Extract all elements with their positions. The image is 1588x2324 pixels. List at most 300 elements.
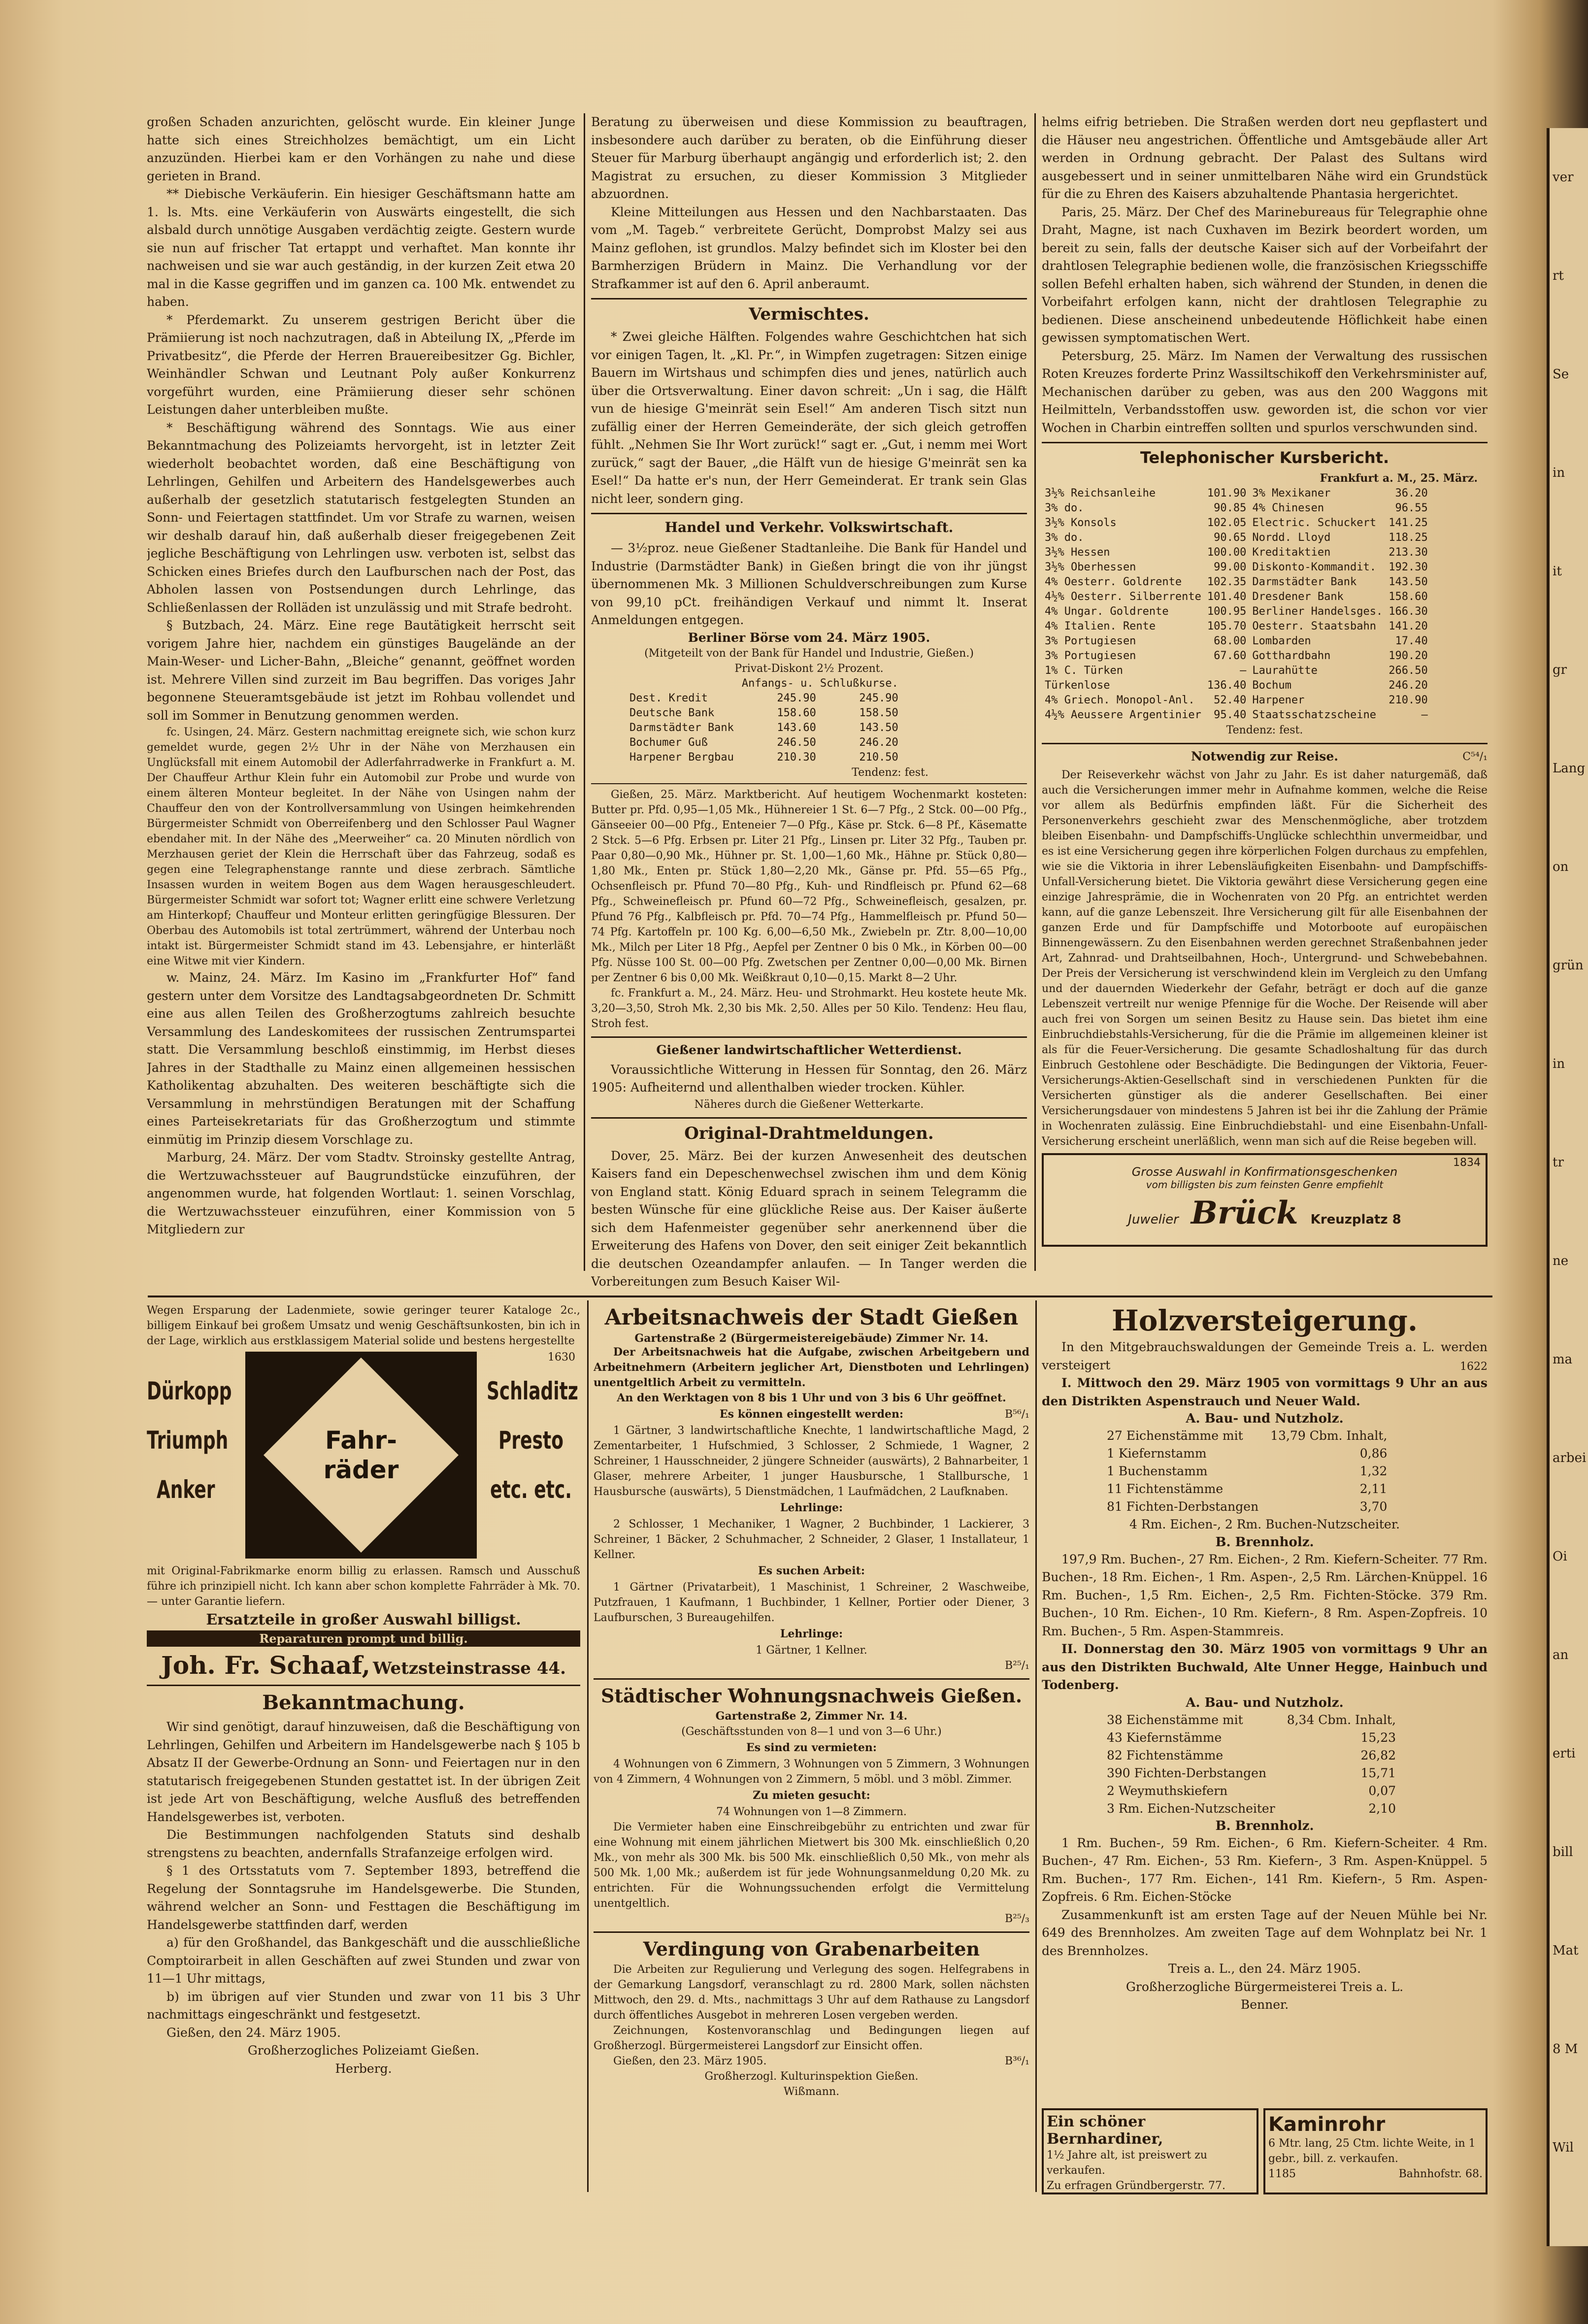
rad-brands-right xyxy=(487,1366,578,1514)
hv2-sig-name: Benner. xyxy=(1240,1997,1289,2012)
hv2-row-cell: 2,10 xyxy=(1368,1801,1396,1816)
an-para-5: 1 Gärtner (Privatarbeit), 1 Maschinist, 1 Schreiner, 2 Waschweibe, Putzfrauen, 1 Kaufmann, 1 Buchbinder, 1 Kellner, Portier oder Diener, 3 Laufburschen, 3 Bureaugehilfen. xyxy=(594,1581,1029,1624)
kurs-row-cell: Dresdener Bank xyxy=(1252,591,1344,603)
brand-etc: etc. etc. xyxy=(490,1475,572,1504)
hv2-number: 1622 xyxy=(1460,1361,1488,1373)
article-horse-market: * Pferdemarkt. Zu unserem gestrigen Bericht über die Prämiierung ist noch nachzutragen, daß in Abteilung IX, „Pferde im Privatbesitz“, die Pferde der Herren Brauereibesitzer Gg. Bichler, Weinhändler Schwan und Leutnant Poly außer Konkurrenz vorgeführt wurden, eine Prämiierung dieser sehr schönen Leistungen daher unterbleiben mußte. xyxy=(147,312,575,417)
edge-fragment: ver xyxy=(1553,170,1574,185)
kurs-row-cell: Oesterr. Staatsbahn xyxy=(1252,620,1377,632)
kurs-row-cell: 52.40 xyxy=(1214,694,1247,706)
an-heading-3: Es suchen Arbeit: xyxy=(758,1564,865,1577)
edge-fragment: Oi xyxy=(1553,1549,1567,1564)
kurs-row xyxy=(1042,531,1431,545)
bern-text: 1½ Jahre alt, ist preiswert zu verkaufen. xyxy=(1047,2149,1207,2177)
hv2-heading-a: A. Bau- und Nutzholz. xyxy=(1186,1411,1344,1426)
kurs-row-cell: Diskonto-Kommandit. xyxy=(1252,561,1377,573)
rad-brands-left xyxy=(147,1366,232,1514)
kurs-subtitle: Frankfurt a. M., 25. März. xyxy=(1320,472,1478,485)
vg-sig-office: Großherzogl. Kulturinspektion Gießen. xyxy=(704,2070,919,2083)
holzversteigerung-title: Holzversteigerung. xyxy=(1111,1304,1418,1337)
hv2-heading-b2: B. Brennholz. xyxy=(1215,1818,1314,1833)
kurs-row xyxy=(1042,708,1431,723)
boerse-row-cell: 246.20 xyxy=(859,736,898,749)
hv2-row-cell: 81 Fichten-Derbstangen xyxy=(1107,1499,1259,1514)
kurs-row-cell: 36.20 xyxy=(1395,487,1428,499)
rad-reparaturen: Reparaturen prompt und billig. xyxy=(147,1630,580,1647)
hv2-row xyxy=(1101,1445,1393,1462)
kurs-table xyxy=(1042,486,1431,723)
an-hours: An den Werktagen von 8 bis 1 Uhr und von 3 bis 6 Uhr geöffnet. xyxy=(617,1392,1006,1404)
kurs-row-cell: 1% C. Türken xyxy=(1045,664,1123,677)
kurs-row-cell: 17.40 xyxy=(1395,635,1428,647)
hv2-row-cell: 0,07 xyxy=(1368,1783,1396,1798)
hv2-row xyxy=(1101,1747,1402,1764)
boerse-diskont: Privat-Diskont 2½ Prozent. xyxy=(734,662,884,675)
rad-ersatzteile: Ersatzteile in großer Auswahl billigst. xyxy=(206,1611,521,1628)
hv2-row xyxy=(1101,1480,1393,1498)
brueck-number: 1834 xyxy=(1453,1157,1481,1169)
kurs-row-cell: 118.25 xyxy=(1389,531,1428,544)
ads-separator xyxy=(148,1295,1492,1297)
kurs-row-cell: 90.85 xyxy=(1214,502,1247,514)
hv2-row xyxy=(1101,1800,1402,1818)
kurs-row-cell: 4% Ungar. Goldrente xyxy=(1045,605,1169,618)
boerse-row-cell: Harpener Bergbau xyxy=(629,751,734,764)
article-dover: Dover, 25. März. Bei der kurzen Anwesenheit des deutschen Kaisers fand ein Depeschenwechsel zwischen ihm und dem König von England statt. König Eduard sprach in seinem Telegramm die besten Wünsche für eine glückliche Reise aus. Der Kaiser äußerte sich dem Hafenmeister gegenüber sehr anerkennend über die Erweiterung des Hafens von Dover, den seit einiger Zeit bekanntlich die deutschen Ozeandampfer anlaufen. — In Tanger werden die Vorbereitungen zum Besuch Kaiser Wil- xyxy=(591,1148,1027,1289)
column-rule-1 xyxy=(584,113,585,1271)
hv2-row-cell: 0,86 xyxy=(1359,1446,1388,1461)
kurs-row-cell: 105.70 xyxy=(1207,620,1247,632)
kurs-title: Telephonischer Kursbericht. xyxy=(1140,448,1390,467)
kurs-tendenz: Tendenz: fest. xyxy=(1226,724,1303,736)
kurs-row-cell: 100.95 xyxy=(1207,605,1247,618)
kurs-row-cell: 3½% Hessen xyxy=(1045,546,1110,559)
an-mark-2: B²⁵/₁ xyxy=(1004,1660,1029,1672)
kurs-row-cell: 3% Portugiesen xyxy=(1045,650,1136,662)
arbeitsnachweis-title: Arbeitsnachweis der Stadt Gießen xyxy=(604,1305,1019,1330)
brand-duerkopp: Dürkopp xyxy=(147,1377,232,1405)
hv2-row-cell: 390 Fichten-Derbstangen xyxy=(1107,1765,1267,1780)
article-butzbach: § Butzbach, 24. März. Eine rege Bautätigkeit herrscht seit vorigem Jahre hier, nachdem ein günstiges Baugelände an der Main-Weser- und Licher-Bahn, „Bleiche“ genannt, geöffnet worden ist. Mehrere Villen sind zurzeit im Bau begriffen. Das voriges Jahr begonnene Steueramtsgebäude ist jetzt im Rohbau vollendet und soll im Sommer in Benutzung genommen werden. xyxy=(147,618,575,723)
wn-para-3: Die Vermieter haben eine Einschreibgebühr zu entrichten und zwar für eine Wohnung mit einem jährlichen Mietwert bis 300 Mk. einschließlich 0,20 Mk., von mehr als 300 Mk. bis 500 Mk. einschließlich 0,50 Mk., von mehr als 500 Mk. 1,00 Mk.; außerdem ist für jede Wohnungsanmeldung 0,20 Mk. zu entrichten. Für die Wohnungssuchenden erfolgt die Vermittelung unentgeltlich. xyxy=(594,1821,1029,1910)
edge-fragment: ne xyxy=(1553,1254,1569,1268)
rule xyxy=(1042,442,1488,443)
kurs-row-cell: 68.00 xyxy=(1214,635,1247,647)
rule xyxy=(591,1036,1027,1038)
hv2-row-cell: 38 Eichenstämme mit xyxy=(1107,1712,1243,1727)
hv2-row-cell: 27 Eichenstämme mit xyxy=(1107,1428,1243,1443)
brueck-ad xyxy=(1042,1153,1488,1247)
hv2-para-1: In den Mitgebrauchswaldungen der Gemeinde Treis a. L. werden versteigert xyxy=(1042,1340,1488,1372)
rule xyxy=(147,1685,580,1686)
kurs-row-cell: 102.35 xyxy=(1207,576,1247,588)
hv2-row xyxy=(1101,1462,1393,1480)
vg-para-1: Die Arbeiten zur Regulierung und Verlegung des sogen. Helfegrabens in der Gemarkung Langsdorf, veranschlagt zu rd. 2800 Mark, sollen nächsten Mittwoch, den 29. d. Mts., nachmittags 3 Uhr auf dem Rathause zu Langsdorf durch öffentliches Ausgebot in mehreren Losen vergeben werden. xyxy=(594,1963,1029,2022)
kurs-row-cell: 4% Oesterr. Goldrente xyxy=(1045,576,1182,588)
kurs-row-cell: Türkenlose xyxy=(1045,679,1110,692)
boerse-row-cell: 246.50 xyxy=(777,736,816,749)
kaminrohr-ad xyxy=(1263,2108,1488,2194)
ads-rule-2 xyxy=(1035,1300,1037,2192)
kurs-row-cell: 3% Portugiesen xyxy=(1045,635,1136,647)
bern-title: Ein schöner Bernhardiner, xyxy=(1047,2113,1163,2148)
kurs-row xyxy=(1042,664,1431,678)
bek-para-1: Wir sind genötigt, darauf hinzuweisen, daß die Beschäftigung von Lehrlingen, Gehilfen und Arbeitern im Handelsgewerbe nach § 105 b Absatz II der Gewerbe-Ordnung an Sonn- und Feiertagen nur in den statutarisch freigegebenen Stunden gestattet ist. In der übrigen Zeit ist jede Art von Beschäftigung, welche Ausfluß des betreffenden Handelsgewerbes ist, verboten. xyxy=(147,1720,580,1824)
article-marburg: Marburg, 24. März. Der vom Stadtv. Stroinsky gestellte Antrag, die Wertzuwachssteuer auf Baugrundstücke einzuführen, der angenommen wurde, hat folgenden Wortlaut: 1. seinen Vorschlag, die Wertzuwachssteuer einzuführen, einer Kommission von 5 Mitgliedern zur xyxy=(147,1150,575,1236)
kurs-row xyxy=(1042,634,1431,649)
brueck-line2: vom billigsten bis zum feinsten Genre empfiehlt xyxy=(1146,1179,1384,1191)
article-tanger-cont: helms eifrig betrieben. Die Straßen werden dort neu gepflastert und die Häuser neu angestrichen. Öffentliche und Amtsgebäude aller Art werden in Ordnung gebracht. Der Palast des Sultans wird ausgebessert und in seiner unmittelbaren Nähe wird ein Grundstück für die zu Ehren des Kaisers abzuhaltende Phantasia hergerichtet. xyxy=(1042,115,1488,201)
edge-fragment: Wil xyxy=(1553,2140,1574,2155)
ads-column-1 xyxy=(147,1303,580,2199)
ads-column-2 xyxy=(594,1303,1029,2199)
edge-fragment: gr xyxy=(1553,663,1567,677)
hv2-row-cell: 13,79 Cbm. Inhalt, xyxy=(1270,1428,1388,1443)
edge-fragment: in xyxy=(1553,1057,1565,1071)
hv2-sig-office: Großherzogliche Bürgermeisterei Treis a. L. xyxy=(1125,1979,1404,1994)
an-mark-1: B⁵⁶/₁ xyxy=(1004,1408,1029,1421)
article-usingen: fc. Usingen, 24. März. Gestern nachmittag ereignete sich, wie schon kurz gemeldet wurde, gegen 2½ Uhr in der Nähe von Merzhausen ein Unglücksfall mit einem Automobil der Adlerfahrradwerke in Frankfurt a. M. Der Chauffeur Arthur Klein fuhr ein Automobil zur Probe und wurde von einem älteren Monteur begleitet. In der Nähe von Usingen nahm der Chauffeur den von der Kontrollversammlung von Usingen heimkehrenden Bürgermeister Schmidt von Oberreifenberg und den Schlosser Paul Wagner ebendaher mit. In der Nähe des „Meerweiher“ ca. 20 Minuten nördlich von Merzhausen geriet der Klein die Herrschaft über das Fahrzeug, sodaß es gegen eine Telegraphenstange rannte und diese zerbrach. Sämtliche Insassen wurden in weitem Bogen aus dem Wagen herausgeschleudert. Bürgermeister Schmidt war sofort tot; Wagner erlitt eine schwere Verletzung am Hinterkopf; Chauffeur und Monteur erlitten geringfügige Blessuren. Der Oberbau des Automobils ist total zertrümmert, während der Unterbau noch intakt ist. Bürgermeister Schmidt stand im 43. Lebensjahre, er hinterläßt eine Witwe mit vier Kindern. xyxy=(147,726,575,967)
article-stadtanleihe: — 3½proz. neue Gießener Stadtanleihe. Die Bank für Handel und Industrie (Darmstädter Bank) in Gießen bringt die von ihr jüngst übernommenen Mk. 3 Millionen Schuldverschreibungen zum Kurse von 99,10 pCt. freihändigen Verkauf und nimmt lt. Inserat Anmeldungen entgegen. xyxy=(591,541,1027,627)
vg-mark: B³⁶/₁ xyxy=(1004,2055,1029,2067)
an-para-4: 2 Schlosser, 1 Mechaniker, 1 Wagner, 2 Buchbinder, 1 Lackierer, 3 Schreiner, 1 Bäcker, 2 Schuhmacher, 2 Schneider, 2 Glaser, 1 Installateur, 1 Kellner. xyxy=(594,1518,1029,1561)
edge-fragment: it xyxy=(1553,564,1562,579)
rule xyxy=(594,1931,1029,1933)
kurs-row xyxy=(1042,619,1431,634)
kurs-row-cell: 4% Chinesen xyxy=(1252,502,1324,514)
hv2-para-3: II. Donnerstag den 30. März 1905 von vormittags 9 Uhr an aus den Distrikten Buchwald, Alte Unner Hegge, Hainbuch und Todenberg. xyxy=(1042,1642,1488,1692)
brueck-signature xyxy=(1049,1195,1481,1231)
article-wetter: Voraussichtliche Witterung in Hessen für Sonntag, den 26. März 1905: Aufheiternd und allenthalben wieder trocken. Kühler. xyxy=(591,1062,1027,1095)
rule xyxy=(591,298,1027,299)
kurs-row-cell: 4½% Oesterr. Silberrente xyxy=(1045,591,1201,603)
hv2-row-cell: 1 Buchenstamm xyxy=(1107,1464,1208,1478)
brand-presto: Presto xyxy=(498,1426,563,1455)
edge-fragment: erti xyxy=(1553,1746,1576,1761)
kurs-row xyxy=(1042,604,1431,619)
kurs-row-cell: 99.00 xyxy=(1214,561,1247,573)
brueck-name: Brück xyxy=(1191,1195,1298,1231)
hv2-row-cell: 1 Kiefernstamm xyxy=(1107,1446,1207,1461)
edge-fragment: in xyxy=(1553,465,1565,480)
section-title-draht: Original-Drahtmeldungen. xyxy=(684,1123,934,1143)
kurs-row xyxy=(1042,545,1431,560)
wn-para-2: 74 Wohnungen von 1—8 Zimmern. xyxy=(716,1806,907,1818)
kurs-row-cell: 3½% Konsols xyxy=(1045,517,1117,529)
hv2-row xyxy=(1101,1498,1393,1516)
edge-fragment: Lang xyxy=(1553,761,1586,776)
hv2-row-cell: 11 Fichtenstämme xyxy=(1107,1482,1224,1496)
ads-column-3 xyxy=(1042,1303,1488,2199)
article-heumarkt: fc. Frankfurt a. M., 24. März. Heu- und Strohmarkt. Heu kostete heute Mk. 3,20—3,50, Stroh Mk. 2,30 bis Mk. 2,50. Alles per 50 Kilo. Tendenz: Heu flau, Stroh fest. xyxy=(591,987,1027,1030)
kurs-row xyxy=(1042,678,1431,693)
boerse-head: Anfangs- u. Schlußkurse. xyxy=(741,677,898,690)
boerse-row-cell: Dest. Kredit xyxy=(629,692,708,704)
boerse-subtitle: (Mitgeteilt von der Bank für Handel und Industrie, Gießen.) xyxy=(644,647,974,660)
edge-fragment: grün xyxy=(1553,958,1584,973)
kurs-row xyxy=(1042,486,1431,501)
article-petersburg: Petersburg, 25. März. Im Namen der Verwaltung des russischen Roten Kreuzes forderte Prinz Wassiltschikoff den Verkehrsminister auf, Mechanischen darüber zu geben, was aus den 200 Waggons mit Heilmitteln, Verbandsstoffen usw. geworden ist, die schon vor vier Wochen in Charbin eintreffen sollten und spurlos verschwunden sind. xyxy=(1042,348,1488,435)
vg-date-line xyxy=(594,2054,1029,2069)
brueck-line1: Grosse Auswahl in Konfirmationsgeschenken xyxy=(1131,1165,1398,1179)
hv2-row-cell: 3 Rm. Eichen-Nutzscheiter xyxy=(1107,1801,1275,1816)
kurs-row-cell: Gotthardbahn xyxy=(1252,650,1331,662)
rad-center-label: Fahr-räder xyxy=(323,1426,399,1484)
article-paris: Paris, 25. März. Der Chef des Marinebureaus für Telegraphie ohne Draht, Magne, ist nach Cuxhaven im Bezirk beordert worden, um bereit zu sein, falls der deutsche Kaiser sich auf der Vorbeifahrt der drahtlosen Telegraphie bedienen wolle, die französischen Kriegsschiffe sollen Befehl erhalten haben, sich während der Stunden, in denen die Vorbeifahrt erfolgen kann, nicht der drahtlosen Telegraphie zu bedienen. Diese anscheinend unbedeutende Höflichkeit habe einen gewissen symptomatischen Wert. xyxy=(1042,204,1488,345)
hv2-intro xyxy=(1042,1338,1488,1374)
kurs-row-cell: 3% do. xyxy=(1045,502,1084,514)
bekanntmachung-title: Bekanntmachung. xyxy=(262,1691,465,1714)
brand-triumph: Triumph xyxy=(147,1426,229,1455)
edge-fragments xyxy=(1550,128,1588,2197)
kurs-row-cell: 102.05 xyxy=(1207,517,1247,529)
edge-fragment: bill xyxy=(1553,1845,1573,1859)
kamin-bottom xyxy=(1268,2166,1483,2182)
hv2-date: Treis a. L., den 24. März 1905. xyxy=(1168,1961,1361,1976)
an-heading-4: Lehrlinge: xyxy=(780,1627,843,1640)
kurs-row-cell: 143.50 xyxy=(1389,576,1428,588)
boerse-row xyxy=(626,735,902,750)
boerse-row-cell: 143.60 xyxy=(777,721,816,734)
kurs-row-cell: 4% Griech. Monopol-Anl. xyxy=(1045,694,1195,706)
hv2-para-2: I. Mittwoch den 29. März 1905 von vormittags 9 Uhr an aus den Distrikten Aspenstrauch und Neuer Wald. xyxy=(1042,1376,1488,1408)
kamin-address: Bahnhofstr. 68. xyxy=(1398,2168,1483,2180)
kurs-row-cell: Bochum xyxy=(1252,679,1291,692)
kurs-row-cell: Darmstädter Bank xyxy=(1252,576,1357,588)
kurs-row xyxy=(1042,649,1431,664)
boerse-row xyxy=(626,750,902,765)
kurs-row-cell: Nordd. Lloyd xyxy=(1252,531,1331,544)
kamin-title: Kaminrohr xyxy=(1268,2113,1386,2136)
kurs-row-cell: 246.20 xyxy=(1389,679,1428,692)
edge-fragment: Se xyxy=(1553,367,1569,382)
kurs-row xyxy=(1042,590,1431,604)
verdingung-title: Verdingung von Grabenarbeiten xyxy=(643,1938,980,1960)
bernhardiner-ad xyxy=(1042,2108,1258,2194)
hv2-row-cell: 2 Weymuthskiefern xyxy=(1107,1783,1228,1798)
wn-mark: B²⁵/₃ xyxy=(1004,1913,1029,1925)
section-title-vermischtes: Vermischtes. xyxy=(749,304,869,324)
rad-brands xyxy=(147,1352,580,1563)
edge-fragment: rt xyxy=(1553,268,1564,283)
article-fire: großen Schaden anzurichten, gelöscht wurde. Ein kleiner Junge hatte sich eines Streichholzes bemächtigt, um ein Licht anzuzünden. Hierbei kam er den Vorhängen zu nahe und diese gerieten in Brand. xyxy=(147,115,575,183)
kurs-row-cell: 67.60 xyxy=(1214,650,1247,662)
boerse-title: Berliner Börse vom 24. März 1905. xyxy=(688,630,930,645)
hv2-row xyxy=(1101,1782,1402,1800)
an-para-6: 1 Gärtner, 1 Kellner. xyxy=(756,1644,867,1657)
kurs-row-cell: Staatsschatzscheine xyxy=(1252,709,1377,721)
reise-title: Notwendig zur Reise. xyxy=(1191,749,1338,764)
schaaf-address: Wetzsteinstrasse 44. xyxy=(373,1659,566,1678)
hv2-row-cell: 15,23 xyxy=(1360,1730,1396,1745)
hv2-row xyxy=(1101,1427,1393,1445)
schaaf-line xyxy=(147,1651,580,1680)
arbeitsnachweis-sub: Gartenstraße 2 (Bürgermeistereigebäude) Zimmer Nr. 14. xyxy=(634,1332,989,1345)
kurs-row-cell: 190.20 xyxy=(1389,650,1428,662)
article-sunday-work: * Beschäftigung während des Sonntags. Wie aus einer Bekanntmachung des Polizeiamts hervorgeht, ist in letzter Zeit wiederholt beobachtet worden, daß eine Beschäftigung von Lehrlingen, Gehilfen und Arbeitern des Handelsgewerbes auch außerhalb der gesetzlich statutarisch festgelegten Stunden an Sonn- und Feiertagen stattfindet. Um vor Strafe zu warnen, weisen wir deshalb darauf hin, daß außerhalb dieser freigegebenen Zeit jegliche Beschäftigung von Lehrlingen usw. verboten ist, selbst das Schicken eines Briefes durch den Laufburschen nach der Post, das Abholen lassen von Postsendungen durch Lehrlinge, das Schließenlassen der Rolläden ist unzulässig und mit Strafe bedroht. xyxy=(147,420,575,615)
kurs-row-cell: 3% Mexikaner xyxy=(1252,487,1331,499)
article-mainz: w. Mainz, 24. März. Im Kasino im „Frankfurter Hof“ fand gestern unter dem Vorsitze des Landtagsabgeordneten Dr. Schmitt eine aus allen Teilen des Großherzogtums zahlreich besuchte Versammlung des Landeskomitees der russischen Zentrumspartei statt. Die Versammlung beschloß einstimmig, im Herbst dieses Jahres in der Stadthalle zu Mainz einen allgemeinen hessischen Katholikentag abzuhalten. Des weiteren beschäftigte sich die Versammlung in mehrstündigen Beratungen mit der Schaffung eines Parteisekretariats für das Großherzogtum und stimmte einmütig im Prinzip diesem Vorschlage zu. xyxy=(147,970,575,1147)
kurs-row-cell: 210.90 xyxy=(1389,694,1428,706)
kurs-row-cell: 166.30 xyxy=(1389,605,1428,618)
hv2-note-a: 4 Rm. Eichen-, 2 Rm. Buchen-Nutzscheiter. xyxy=(1129,1517,1400,1531)
kurs-row-cell: Laurahütte xyxy=(1252,664,1318,677)
boerse-row xyxy=(626,691,902,706)
edge-fragment: Mat xyxy=(1553,1943,1579,1958)
bek-sig-name: Herberg. xyxy=(335,2061,392,2076)
an-heading-2: Lehrlinge: xyxy=(780,1501,843,1514)
schaaf-name: Joh. Fr. Schaaf, xyxy=(161,1651,370,1680)
kurs-row xyxy=(1042,501,1431,516)
edge-fragment: ma xyxy=(1553,1352,1573,1367)
reise-mark: C⁵⁴/₁ xyxy=(1462,751,1488,763)
rule xyxy=(1042,743,1488,744)
kurs-row-cell: 266.50 xyxy=(1389,664,1428,677)
edge-fragment: on xyxy=(1553,860,1569,874)
hv2-row xyxy=(1101,1764,1402,1782)
boerse-row xyxy=(626,706,902,721)
wn-hours: (Geschäftsstunden von 8—1 und von 3—6 Uhr.) xyxy=(681,1726,942,1738)
kurs-row-cell: — xyxy=(1421,709,1428,721)
kurs-row-cell: 101.40 xyxy=(1207,591,1247,603)
kurs-row-cell: 136.40 xyxy=(1207,679,1247,692)
kurs-row-cell: 95.40 xyxy=(1214,709,1247,721)
hv2-row-cell: 82 Fichtenstämme xyxy=(1107,1748,1224,1762)
hv2-heading-a2: A. Bau- und Nutzholz. xyxy=(1186,1695,1344,1710)
kurs-row xyxy=(1042,575,1431,590)
rad-intro: Wegen Ersparung der Ladenmiete, sowie geringer teurer Kataloge 2c., billigem Einkauf bei großem Umsatz und wenig Geschäftsunkosten, bin ich in der Lage, wirklich aus erstklassigem Material solide und bestens hergestellte xyxy=(147,1304,580,1347)
kurs-row-cell: 100.00 xyxy=(1207,546,1247,559)
kurs-row-cell: 141.25 xyxy=(1389,517,1428,529)
brueck-address: Kreuzplatz 8 xyxy=(1310,1212,1401,1227)
article-reise: Der Reiseverkehr wächst von Jahr zu Jahr. Es ist daher naturgemäß, daß auch die Versicherungen immer mehr in Aufnahme kommen, welche die Reise vor allem als Bedürfnis empfinden läßt. Für die Sicherheit des Personenverkehrs geschieht zwar des Menschenmögliche, aber trotzdem bleiben Eisenbahn- und Dampfschiffs-Unglücke schlechthin unvermeidbar, und es ist eine Versicherung gegen ihre körperlichen Folgen durchaus zu empfehlen, wie sie die Viktoria in ihrer Lebensläufigkeiten Eisenbahn- und Dampfschiffs-Unfall-Versicherung bietet. Die Viktoria gewährt diese Versicherung gegen eine einzige Jahresprämie, die in Wochenraten von 20 Pfg. an entrichtet werden kann, auf die ganze Lebenszeit. Ihre Versicherung gilt für alle Eisenbahnen der ganzen Erde und für Dampfschiffe und Motorboote auf europäischen Binnengewässern. Zu den Eisenbahnen werden gerechnet Straßenbahnen jeder Art, Zahnrad- und Drahtseilbahnen, Hoch-, Untergrund- und Schwebebahnen. Der Preis der Versicherung ist verschwindend klein im Vergleich zu den Umfang und der dauernden Wiederkehr der Gefahr, beträgt er doch auf die ganze Lebenszeit vertreilt nur wenige Pfennige für die Woche. Der Reisende will aber auch frei von Sorgen um seinen Besitz zu Hause sein. Das bietet ihm eine Einbruchdiebstahls-Versicherung, für die die Prämie im allgemeinen kleiner ist als für die Feuer-Versicherung. Die gesamte Schadloshaltung für das durch Einbruch Gestohlene oder Beschädigte. Die Bedingungen der Viktoria, Feuer-Versicherungs-Aktien-Gesellschaft sind in verschiedenen Punkten für die Versicherten günstiger als die anderer Gesellschaften. Bei einer Versicherungsdauer von mindestens 5 Jahren ist bei ihr die Zahlung der Prämie in Wochenraten zulässig. Eine Einbruchdiebstahl- und eine Eisenbahn-Unfall-Versicherung erscheint unerläßlich, wenn man sich auf die Reise begeben will. xyxy=(1042,769,1488,1148)
an-para-3: 1 Gärtner, 3 landwirtschaftliche Knechte, 1 landwirtschaftliche Magd, 2 Zementarbeiter, 1 Hufschmied, 3 Schlosser, 2 Schmiede, 1 Wagner, 2 Schreiner, 1 Hausschneider, 2 jüngere Schneider (auswärts), 2 Bahnarbeiter, 1 Glaser, mehrere Arbeiter, 1 junger Hausbursche, 1 Stallbursche, 1 Hausbursche (auswärts), 5 Dienstmädchen, 1 Laufmädchen, 2 Laufknaben. xyxy=(594,1425,1029,1498)
wn-heading-2: Zu mieten gesucht: xyxy=(753,1789,870,1802)
hv2-para-b2: 1 Rm. Buchen-, 59 Rm. Eichen-, 6 Rm. Kiefern-Scheiter. 4 Rm. Buchen-, 47 Rm. Eichen-, 53 Rm. Kiefern-, 3 Rm. Aspen-Knüppel. 5 Rm. Buchen-, 177 Rm. Eichen-, 141 Rm. Kiefern-, 5 Rm. Aspen-Zopfreis. 6 Rm. Eichen-Stöcke xyxy=(1042,1835,1488,1904)
boerse-row-cell: 143.50 xyxy=(859,721,898,734)
boerse-row xyxy=(626,721,902,735)
rule xyxy=(591,513,1027,514)
column-rule-2 xyxy=(1034,113,1036,1271)
wetter-note: Näheres durch die Gießener Wetterkarte. xyxy=(694,1098,924,1111)
bek-item-b: b) im übrigen auf vier Stunden und zwar von 11 bis 3 Uhr nachmittags eingeschränkt und festgesetzt. xyxy=(147,1989,580,2022)
bek-date: Gießen, den 24. März 1905. xyxy=(166,2025,341,2040)
hv2-row-cell: 15,71 xyxy=(1360,1765,1396,1780)
kurs-row xyxy=(1042,560,1431,575)
kurs-row-cell: 3½% Reichsanleihe xyxy=(1045,487,1156,499)
wn-para-1: 4 Wohnungen von 6 Zimmern, 3 Wohnungen von 5 Zimmern, 3 Wohnungen von 4 Zimmern, 4 Wohnungen von 2 Zimmern, 5 möbl. und 3 möbl. Zimmer. xyxy=(594,1758,1029,1786)
brand-schladitz: Schladitz xyxy=(487,1377,578,1405)
kurs-row xyxy=(1042,516,1431,531)
boerse-row-cell: 210.50 xyxy=(859,751,898,764)
kurs-rows xyxy=(1042,486,1431,723)
column-1 xyxy=(147,113,575,1293)
rad-number: 1630 xyxy=(548,1351,575,1363)
hv2-row-cell: 3,70 xyxy=(1359,1499,1388,1514)
hv2-para-b: 197,9 Rm. Buchen-, 27 Rm. Eichen-, 2 Rm. Kiefern-Scheiter. 77 Rm. Buchen-, 18 Rm. Eichen-, 1 Rm. Aspen-, 2,5 Rm. Lärchen-Knüppel. 16 Rm. Buchen-, 1,5 Rm. Eichen-, 2,5 Rm. Fichten-Stöcke. 379 Rm. Buchen-, 10 Rm. Eichen-, 10 Rm. Kiefern-, 8 Rm. Aspen-Zopfreis. 10 Rm. Buchen-, 5 Rm. Aspen-Stammreis. xyxy=(1042,1552,1488,1638)
edge-fragment: 8 M xyxy=(1553,2042,1578,2057)
wn-heading-1: Es sind zu vermieten: xyxy=(746,1741,877,1754)
rad-text: mit Original-Fabrikmarke enorm billig zu erlassen. Ramsch und Ausschuß führe ich prinzipiell nicht. Ich kann aber schon komplette Fahrräder à Mk. 70.— unter Garantie liefern. xyxy=(147,1565,580,1608)
an-heading-1: Es können eingestellt werden: xyxy=(719,1408,904,1421)
hv2-row-cell: 8,34 Cbm. Inhalt, xyxy=(1287,1712,1396,1727)
hv2-row-cell: 26,82 xyxy=(1360,1748,1396,1762)
column-2 xyxy=(591,113,1027,1293)
bek-sig-office: Großherzogliches Polizeiamt Gießen. xyxy=(247,2043,480,2058)
edge-fragment: arbei xyxy=(1553,1451,1587,1465)
kurs-row-cell: 101.90 xyxy=(1207,487,1247,499)
rule xyxy=(594,1678,1029,1680)
hv2-row xyxy=(1101,1729,1402,1747)
vg-para-2: Zeichnungen, Kostenvoranschlag und Bedingungen liegen auf Großherzogl. Bürgermeisterei Langsdorf zur Einsicht offen. xyxy=(594,2025,1029,2052)
kurs-row-cell: 158.60 xyxy=(1389,591,1428,603)
an-para-1: Der Arbeitsnachweis hat die Aufgabe, zwischen Arbeitgebern und Arbeitnehmern (Arbeitern jeglicher Art, Dienstboten und Lehrlingen) unentgeltlich Arbeit zu vermitteln. xyxy=(594,1346,1029,1389)
hv2-para-4: Zusammenkunft ist am ersten Tage auf der Neuen Mühle bei Nr. 649 des Brennholzes. Am zweiten Tage auf dem Wohnplatz bei Nr. 1 des Brennholzes. xyxy=(1042,1907,1488,1958)
section-title-handel: Handel und Verkehr. Volkswirtschaft. xyxy=(664,519,954,535)
kurs-row-cell: Electric. Schuckert xyxy=(1252,517,1377,529)
bern-address: Zu erfragen Gründbergerstr. 77. xyxy=(1047,2180,1225,2192)
kamin-number: 1185 xyxy=(1268,2168,1296,2180)
kurs-row-cell: 96.55 xyxy=(1395,502,1428,514)
kurs-row-cell: 90.65 xyxy=(1214,531,1247,544)
kurs-row-cell: 3% do. xyxy=(1045,531,1084,544)
boerse-row-cell: 245.90 xyxy=(859,692,898,704)
kurs-row-cell: 4% Italien. Rente xyxy=(1045,620,1156,632)
rule xyxy=(591,1117,1027,1119)
reise-header xyxy=(1042,749,1488,764)
kurs-row xyxy=(1042,693,1431,708)
rad-ad xyxy=(147,1303,580,1363)
article-small-news: Kleine Mitteilungen aus Hessen und den Nachbarstaaten. Das vom „M. Tageb.“ verbreitete Gerücht, Domprobst Malzy sei aus Mainz geflohen, ist grundlos. Malzy befindet sich im Kloster bei den Barmherzigen Brüdern in Mainz. Die Verhandlung vor der Strafkammer ist auf den 6. April anberaumt. xyxy=(591,204,1027,291)
rad-center-box xyxy=(245,1352,477,1559)
brueck-juwelier: Juwelier xyxy=(1128,1212,1179,1227)
hv2-heading-b: B. Brennholz. xyxy=(1215,1534,1314,1550)
hv2-row xyxy=(1101,1711,1402,1729)
kurs-row-cell: 141.20 xyxy=(1389,620,1428,632)
rule xyxy=(591,783,1027,784)
hv2-row-cell: 1,32 xyxy=(1359,1464,1388,1478)
kurs-row-cell: Lombarden xyxy=(1252,635,1311,647)
kurs-row-cell: 3½% Oberhessen xyxy=(1045,561,1136,573)
boerse-rows xyxy=(626,691,902,765)
kamin-text: 6 Mtr. lang, 25 Ctm. lichte Weite, in 1 gebr., bill. z. verkaufen. xyxy=(1268,2137,1476,2165)
boerse-row-cell: 158.60 xyxy=(777,706,816,719)
boerse-row-cell: 210.30 xyxy=(777,751,816,764)
hv2-rows-a xyxy=(1101,1427,1393,1516)
brand-anker: Anker xyxy=(156,1475,215,1504)
article-two-halves: * Zwei gleiche Hälften. Folgendes wahre Geschichtchen hat sich vor einigen Tagen, lt. „Kl. Pr.“, in Wimpfen zugetragen: Sitzen einige Bauern im Wirtshaus und schimpfen dies und jenes, natürlich auch über die Ortsverwaltung. Einer davon schreit: „Un i sag, die Hälft vun de hiesige G'meinrät sein Esel!“ Am anderen Tisch sitzt nun zufällig einer der Herren Gemeinderäte, der sich gleich getroffen fühlt. „Nehmen Sie Ihr Wort zurück!“ sagt er. „Gut, i nemm mei Wort zurück,“ sagt der Bauer, „die Hälft vun de hiesige G'meinrät sen ka Esel!“ Da hatte er's nun, der Herr Gemeinderat. Er trank sein Glas nicht leer, sondern ging. xyxy=(591,330,1027,506)
boerse-row-cell: 158.50 xyxy=(859,706,898,719)
bek-para-3: § 1 des Ortsstatuts vom 7. September 1893, betreffend die Regelung der Sonntagsruhe im Handelsgewerbe. Die Stunden, während welcher an Sonn- und Festtagen die Beschäftigung im Handelsgewerbe stattfinden darf, werden xyxy=(147,1863,580,1932)
article-thief: ** Diebische Verkäuferin. Ein hiesiger Geschäftsmann hatte am 1. ls. Mts. eine Verkäuferin von Auswärts eingestellt, die sich alsbald durch unnötige Ausgaben verdächtig zeigte. Gestern wurde sie nun auf frischer Tat ertappt und verhaftet. Man konnte ihr nachweisen und sie war auch geständig, in der kurzen Zeit etwa 20 mal in die Kasse gegriffen und im ganzen ca. 100 Mk. entwendet zu haben. xyxy=(147,187,575,309)
hv2-table-a xyxy=(1101,1427,1393,1516)
boerse-row-cell: Darmstädter Bank xyxy=(629,721,734,734)
boerse-table xyxy=(626,676,902,765)
kurs-row-cell: 213.30 xyxy=(1389,546,1428,559)
vg-sig-name: Wißmann. xyxy=(783,2086,840,2098)
boerse-row-cell: 245.90 xyxy=(777,692,816,704)
boerse-row-cell: Bochumer Guß xyxy=(629,736,708,749)
vg-date: Gießen, den 23. März 1905. xyxy=(613,2055,767,2067)
hv2-rows-a2 xyxy=(1101,1711,1402,1818)
kurs-row-cell: 192.30 xyxy=(1389,561,1428,573)
column-3 xyxy=(1042,113,1488,1293)
kurs-row-cell: Berliner Handelsges. xyxy=(1252,605,1383,618)
kurs-row-cell: — xyxy=(1240,664,1247,677)
boerse-row-cell: Deutsche Bank xyxy=(629,706,715,719)
wohnungsnachweis-title: Städtischer Wohnungsnachweis Gießen. xyxy=(600,1685,1023,1707)
section-title-wetter: Gießener landwirtschaftlicher Wetterdienst. xyxy=(656,1042,962,1057)
